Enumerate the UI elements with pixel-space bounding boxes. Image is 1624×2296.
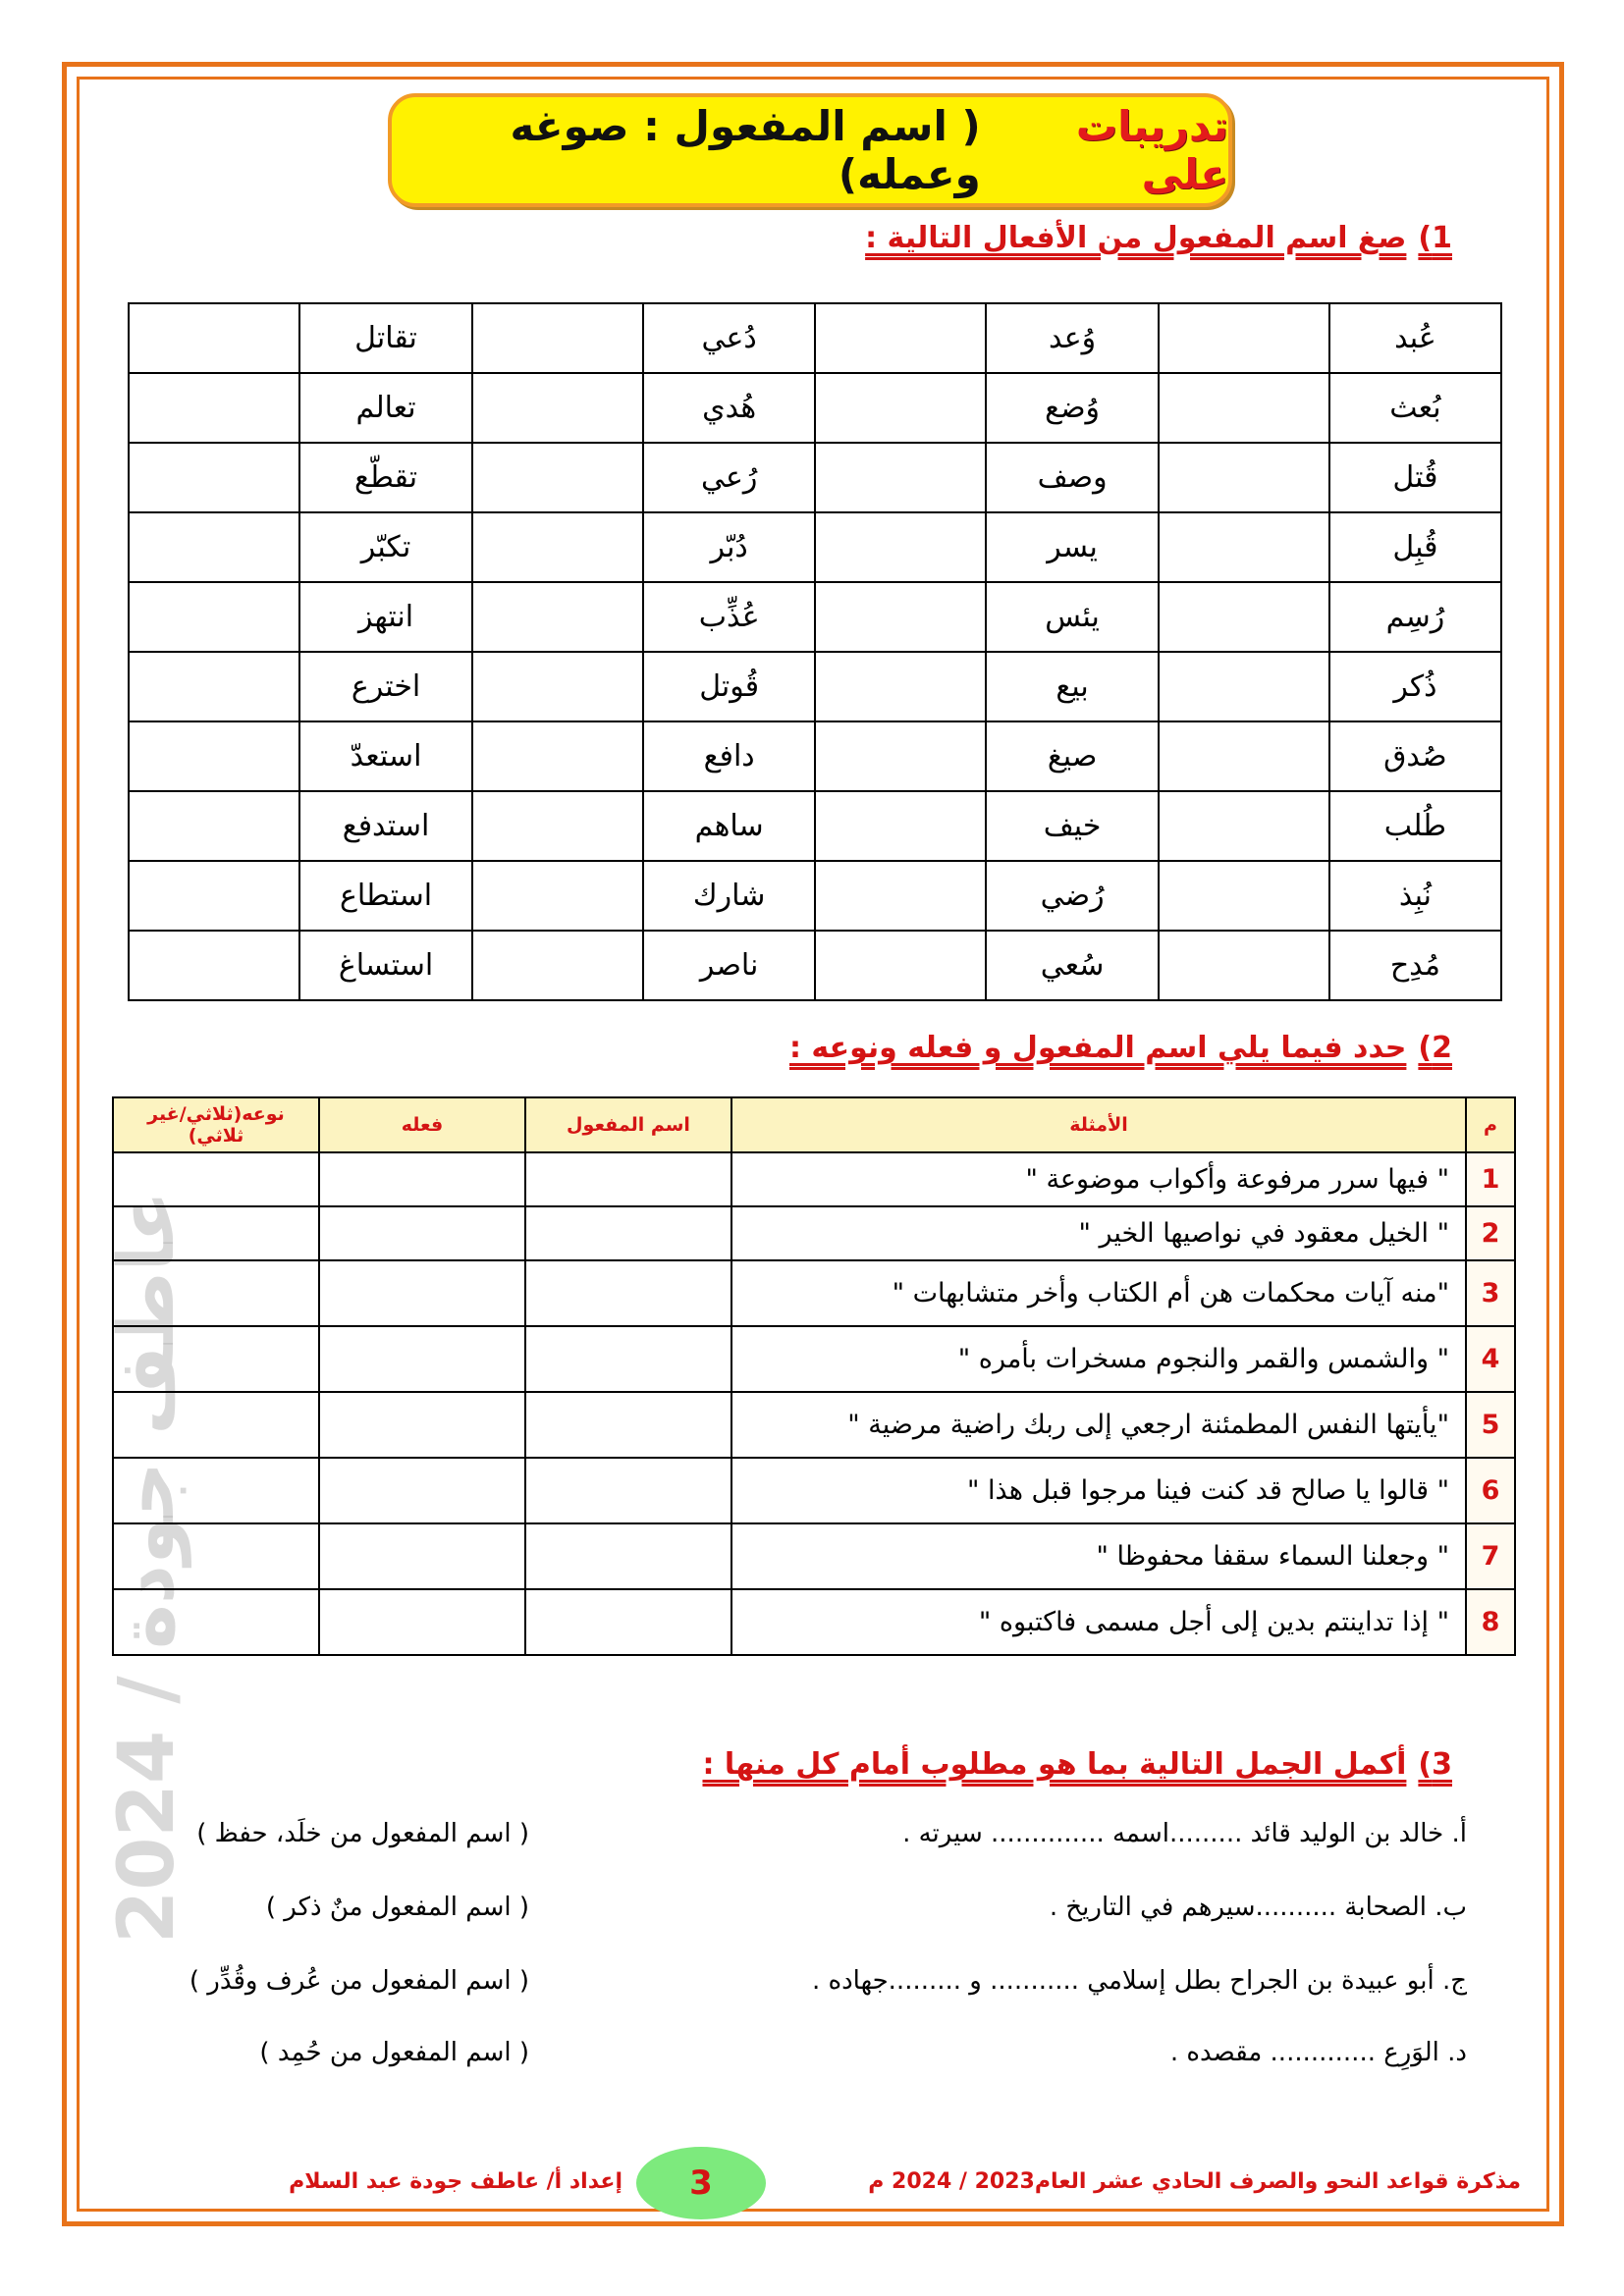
- name-answer-cell[interactable]: [525, 1458, 731, 1523]
- verb-cell: شارك: [643, 861, 815, 931]
- verb-cell: وُعد: [986, 303, 1158, 373]
- example-row: [113, 1326, 1515, 1392]
- answer-cell[interactable]: [472, 303, 643, 373]
- title-prefix: تدريبات على: [1075, 102, 1228, 198]
- section-3-label: أكمل الجمل التالية بما هو مطلوب أمام كل منها :: [702, 1747, 1407, 1782]
- verb-cell: انتهز: [299, 582, 472, 652]
- example-text: " والشمس والقمر والنجوم مسخرات بأمره ": [731, 1326, 1466, 1392]
- verb-cell: يسر: [986, 512, 1158, 582]
- verb-cell: تقاتل: [299, 303, 472, 373]
- verbs-row: [129, 582, 1501, 652]
- verbs-row: [129, 652, 1501, 721]
- answer-cell[interactable]: [472, 791, 643, 861]
- verb-cell: استطاع: [299, 861, 472, 931]
- hint-b: ( اسم المفعول منٌ ذكر ): [265, 1893, 529, 1922]
- col-header-examples: الأمثلة: [731, 1097, 1466, 1152]
- sentence-a: أ. خالد بن الوليد قائد .........اسمه .............. سيرته .: [902, 1819, 1467, 1848]
- example-number: 2: [1466, 1206, 1515, 1260]
- verb-cell: اخترع: [299, 652, 472, 721]
- footer-author: إعداد أ/ عاطف جودة عبد السلام: [289, 2169, 623, 2194]
- example-number: 4: [1466, 1326, 1515, 1392]
- example-text: " إذا تداينتم بدين إلى أجل مسمى فاكتبوه ": [731, 1589, 1466, 1655]
- verb-cell: تكبّر: [299, 512, 472, 582]
- name-answer-cell[interactable]: [525, 1152, 731, 1206]
- verbs-row: [129, 373, 1501, 443]
- verb-cell: بُعث: [1329, 373, 1501, 443]
- answer-cell[interactable]: [472, 512, 643, 582]
- type-answer-cell[interactable]: [113, 1458, 319, 1523]
- answer-cell[interactable]: [1159, 512, 1329, 582]
- answer-cell[interactable]: [1159, 443, 1329, 512]
- example-row: [113, 1589, 1515, 1655]
- hint-d: ( اسم المفعول من حُمِد ): [259, 2038, 529, 2067]
- answer-cell[interactable]: [1159, 303, 1329, 373]
- verb-cell: وُضع: [986, 373, 1158, 443]
- examples-header-row: [113, 1097, 1515, 1152]
- answer-cell[interactable]: [472, 443, 643, 512]
- type-answer-cell[interactable]: [113, 1326, 319, 1392]
- verb-cell: رُسِم: [1329, 582, 1501, 652]
- verbs-row: [129, 443, 1501, 512]
- example-text: " فيها سرر مرفوعة وأكواب موضوعة ": [731, 1152, 1466, 1206]
- section-2-heading: [789, 1031, 1452, 1065]
- verb-cell: ناصر: [643, 931, 815, 1000]
- answer-cell[interactable]: [815, 303, 986, 373]
- hint-a: ( اسم المفعول من خلَد، حفظ ): [196, 1819, 529, 1848]
- section-2-number: 2): [1418, 1031, 1452, 1065]
- answer-cell[interactable]: [1159, 791, 1329, 861]
- answer-cell[interactable]: [815, 791, 986, 861]
- example-text: " الخيل معقود في نواصيها الخير ": [731, 1206, 1466, 1260]
- section-1-heading: [865, 221, 1452, 255]
- verb-cell: رُعي: [643, 443, 815, 512]
- answer-cell[interactable]: [1159, 652, 1329, 721]
- col-header-m: م: [1466, 1097, 1515, 1152]
- answer-cell[interactable]: [1159, 931, 1329, 1000]
- verb-cell: استساغ: [299, 931, 472, 1000]
- answer-cell[interactable]: [815, 512, 986, 582]
- verb-answer-cell[interactable]: [319, 1152, 525, 1206]
- verbs-row: [129, 512, 1501, 582]
- example-row: [113, 1523, 1515, 1589]
- section-3-number: 3): [1418, 1747, 1452, 1782]
- answer-cell[interactable]: [1159, 582, 1329, 652]
- answer-cell[interactable]: [815, 931, 986, 1000]
- col-header-verb: فعله: [319, 1097, 525, 1152]
- example-number: 6: [1466, 1458, 1515, 1523]
- answer-cell[interactable]: [472, 652, 643, 721]
- verb-cell: صُدق: [1329, 721, 1501, 791]
- verbs-row: [129, 931, 1501, 1000]
- example-text: " قالوا يا صالح قد كنت فينا مرجوا قبل هذا ": [731, 1458, 1466, 1523]
- verb-cell: وصف: [986, 443, 1158, 512]
- examples-table: [112, 1096, 1516, 1656]
- name-answer-cell[interactable]: [525, 1523, 731, 1589]
- verb-cell: دُعي: [643, 303, 815, 373]
- answer-cell[interactable]: [129, 791, 299, 861]
- verb-cell: يئس: [986, 582, 1158, 652]
- answer-cell[interactable]: [129, 721, 299, 791]
- example-number: 3: [1466, 1260, 1515, 1326]
- sentence-c: ج. أبو عبيدة بن الجراح بطل إسلامي ........... و .........جهاده .: [811, 1966, 1467, 1996]
- verb-cell: صيغ: [986, 721, 1158, 791]
- verbs-row: [129, 303, 1501, 373]
- example-row: [113, 1260, 1515, 1326]
- verb-cell: نُبِذ: [1329, 861, 1501, 931]
- example-row: [113, 1206, 1515, 1260]
- verb-cell: بيع: [986, 652, 1158, 721]
- verb-cell: استعدّ: [299, 721, 472, 791]
- verb-cell: رُضي: [986, 861, 1158, 931]
- verb-cell: قُتل: [1329, 443, 1501, 512]
- example-text: " وجعلنا السماء سقفا محفوظا ": [731, 1523, 1466, 1589]
- type-answer-cell[interactable]: [113, 1523, 319, 1589]
- watermark: 2024 / عاطف جودة: [103, 1190, 191, 1944]
- verbs-table: [128, 302, 1502, 1001]
- page-number-badge: [636, 2147, 766, 2219]
- answer-cell[interactable]: [815, 652, 986, 721]
- type-answer-cell[interactable]: [113, 1206, 319, 1260]
- verb-cell: تعالم: [299, 373, 472, 443]
- example-row: [113, 1392, 1515, 1458]
- section-1-label: صغ اسم المفعول من الأفعال التالية :: [865, 221, 1407, 255]
- hint-c: ( اسم المفعول من عُرف وقُدِّر ): [189, 1966, 529, 1996]
- answer-cell[interactable]: [129, 303, 299, 373]
- answer-cell[interactable]: [472, 931, 643, 1000]
- name-answer-cell[interactable]: [525, 1206, 731, 1260]
- answer-cell[interactable]: [1159, 373, 1329, 443]
- verb-cell: عُذِّب: [643, 582, 815, 652]
- name-answer-cell[interactable]: [525, 1392, 731, 1458]
- type-answer-cell[interactable]: [113, 1392, 319, 1458]
- verbs-row: [129, 721, 1501, 791]
- answer-cell[interactable]: [129, 373, 299, 443]
- verb-cell: خيف: [986, 791, 1158, 861]
- verb-cell: دافع: [643, 721, 815, 791]
- verb-cell: استدفع: [299, 791, 472, 861]
- answer-cell[interactable]: [472, 373, 643, 443]
- verb-answer-cell[interactable]: [319, 1260, 525, 1326]
- example-number: 8: [1466, 1589, 1515, 1655]
- verbs-row: [129, 791, 1501, 861]
- answer-cell[interactable]: [472, 861, 643, 931]
- verb-cell: دُبّر: [643, 512, 815, 582]
- answer-cell[interactable]: [129, 582, 299, 652]
- page-number: 3: [689, 2163, 713, 2203]
- sentence-b: ب. الصحابة ..........سيرهم في التاريخ .: [1049, 1893, 1467, 1922]
- verb-answer-cell[interactable]: [319, 1458, 525, 1523]
- verb-answer-cell[interactable]: [319, 1392, 525, 1458]
- section-3-heading: [702, 1747, 1452, 1782]
- answer-cell[interactable]: [472, 582, 643, 652]
- footer-booklet-title: مذكرة قواعد النحو والصرف الحادي عشر العام2023 / 2024 م: [868, 2169, 1521, 2194]
- verb-cell: تقطّع: [299, 443, 472, 512]
- name-answer-cell[interactable]: [525, 1260, 731, 1326]
- answer-cell[interactable]: [129, 512, 299, 582]
- example-number: 1: [1466, 1152, 1515, 1206]
- verb-cell: قُبِل: [1329, 512, 1501, 582]
- verb-cell: سُعي: [986, 931, 1158, 1000]
- verb-answer-cell[interactable]: [319, 1326, 525, 1392]
- name-answer-cell[interactable]: [525, 1326, 731, 1392]
- verb-answer-cell[interactable]: [319, 1206, 525, 1260]
- answer-cell[interactable]: [815, 443, 986, 512]
- answer-cell[interactable]: [815, 582, 986, 652]
- answer-cell[interactable]: [815, 373, 986, 443]
- answer-cell[interactable]: [815, 721, 986, 791]
- answer-cell[interactable]: [1159, 721, 1329, 791]
- answer-cell[interactable]: [1159, 861, 1329, 931]
- section-1-number: 1): [1418, 221, 1452, 255]
- sentence-d: د. الوَرِع ............. مقصده .: [1169, 2038, 1467, 2067]
- example-number: 7: [1466, 1523, 1515, 1589]
- verb-cell: ذُكر: [1329, 652, 1501, 721]
- answer-cell[interactable]: [472, 721, 643, 791]
- verb-cell: عُبد: [1329, 303, 1501, 373]
- example-row: [113, 1152, 1515, 1206]
- example-text: "يأيتها النفس المطمئنة ارجعي إلى ربك راضية مرضية ": [731, 1392, 1466, 1458]
- type-answer-cell[interactable]: [113, 1152, 319, 1206]
- type-answer-cell[interactable]: [113, 1260, 319, 1326]
- verbs-row: [129, 861, 1501, 931]
- answer-cell[interactable]: [129, 931, 299, 1000]
- example-text: "منه آيات محكمات هن أم الكتاب وأخر متشابهات ": [731, 1260, 1466, 1326]
- answer-cell[interactable]: [815, 861, 986, 931]
- answer-cell[interactable]: [129, 652, 299, 721]
- example-number: 5: [1466, 1392, 1515, 1458]
- title-topic: ( اسم المفعول : صوغه وعمله): [510, 102, 981, 198]
- verb-cell: هُدي: [643, 373, 815, 443]
- col-header-name: اسم المفعول: [525, 1097, 731, 1152]
- name-answer-cell[interactable]: [525, 1589, 731, 1655]
- type-answer-cell[interactable]: [113, 1589, 319, 1655]
- verb-cell: مُدِح: [1329, 931, 1501, 1000]
- verb-cell: ساهم: [643, 791, 815, 861]
- verb-cell: قُوتل: [643, 652, 815, 721]
- verb-answer-cell[interactable]: [319, 1523, 525, 1589]
- col-header-type: نوعه(ثلاثي/غير ثلاثي): [113, 1097, 319, 1152]
- verb-cell: طُلب: [1329, 791, 1501, 861]
- answer-cell[interactable]: [129, 861, 299, 931]
- title-banner: [388, 93, 1232, 207]
- section-2-label: حدد فيما يلي اسم المفعول و فعله ونوعه :: [788, 1031, 1407, 1065]
- answer-cell[interactable]: [129, 443, 299, 512]
- verb-answer-cell[interactable]: [319, 1589, 525, 1655]
- example-row: [113, 1458, 1515, 1523]
